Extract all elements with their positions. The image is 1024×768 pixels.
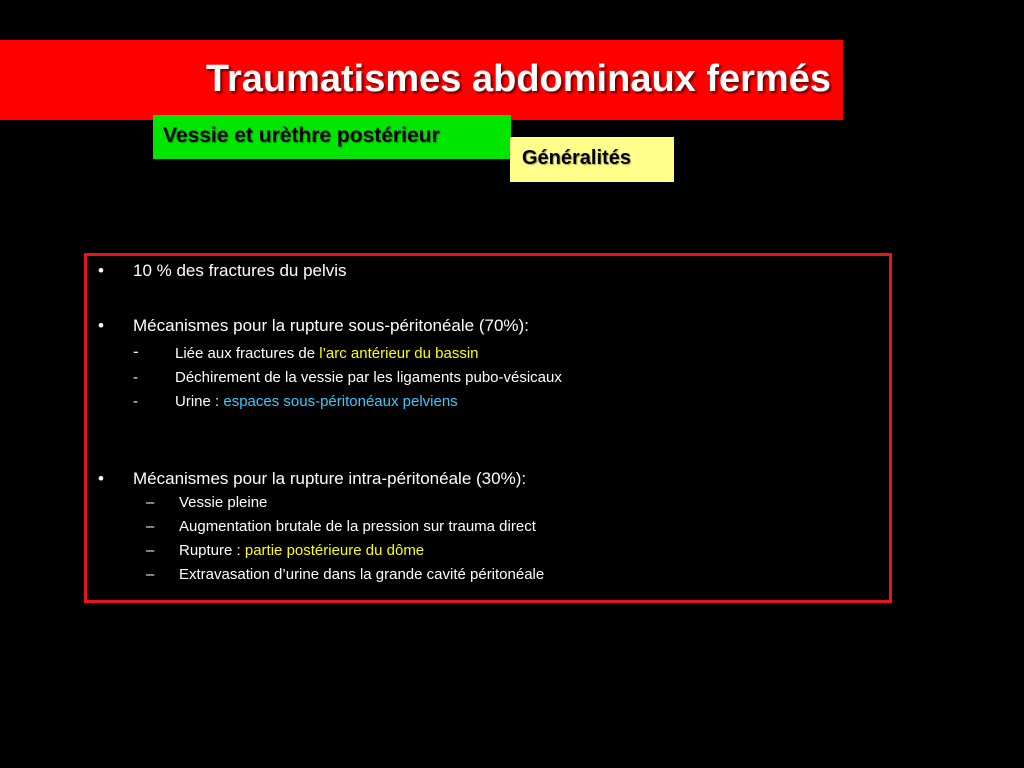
endash-marker: – [146, 494, 155, 511]
highlight-text: partie postérieure du dôme [244, 542, 425, 559]
sub-item-text: Rupture : [179, 542, 245, 559]
bullet-marker: • [98, 469, 104, 488]
sub-item-vessie-pleine: Vessie pleine [179, 494, 268, 511]
subsection-label: Généralités [510, 137, 674, 182]
sub-item-urine [175, 393, 458, 410]
bullet-marker: • [98, 261, 104, 280]
sub-item-augmentation: Augmentation brutale de la pression sur trauma direct [179, 518, 536, 535]
bullet-marker: • [98, 316, 104, 335]
heading-intra-peritoneale: Mécanismes pour la rupture intra-péritonéale (30%): [133, 469, 527, 488]
sub-item-text: Liée aux fractures de [175, 345, 320, 362]
heading-sous-peritoneale: Mécanismes pour la rupture sous-péritonéale (70%): [133, 316, 529, 335]
highlight-text: espaces sous-péritonéaux pelviens [223, 393, 458, 410]
sub-item-text: Urine : [175, 393, 224, 410]
content-box [84, 253, 892, 603]
highlight-text: l’arc antérieur du bassin [319, 345, 479, 362]
sub-item-dechirement: Déchirement de la vessie par les ligaments pubo-vésicaux [175, 369, 562, 386]
endash-marker: – [146, 566, 155, 583]
sub-item-rupture [179, 542, 424, 559]
sub-item-arc-anterieur [175, 345, 479, 362]
endash-marker: – [146, 542, 155, 559]
slide-title: Traumatismes abdominaux fermés [205, 58, 831, 100]
dash-marker: - [133, 393, 138, 410]
dash-marker: - [133, 342, 139, 361]
point-fractures-pelvis: 10 % des fractures du pelvis [133, 261, 347, 280]
sub-item-extravasation: Extravasation d’urine dans la grande cavité péritonéale [179, 566, 545, 583]
section-label: Vessie et urèthre postérieur [153, 115, 511, 159]
dash-marker: - [133, 369, 138, 386]
title-banner [0, 40, 843, 120]
endash-marker: – [146, 518, 155, 535]
